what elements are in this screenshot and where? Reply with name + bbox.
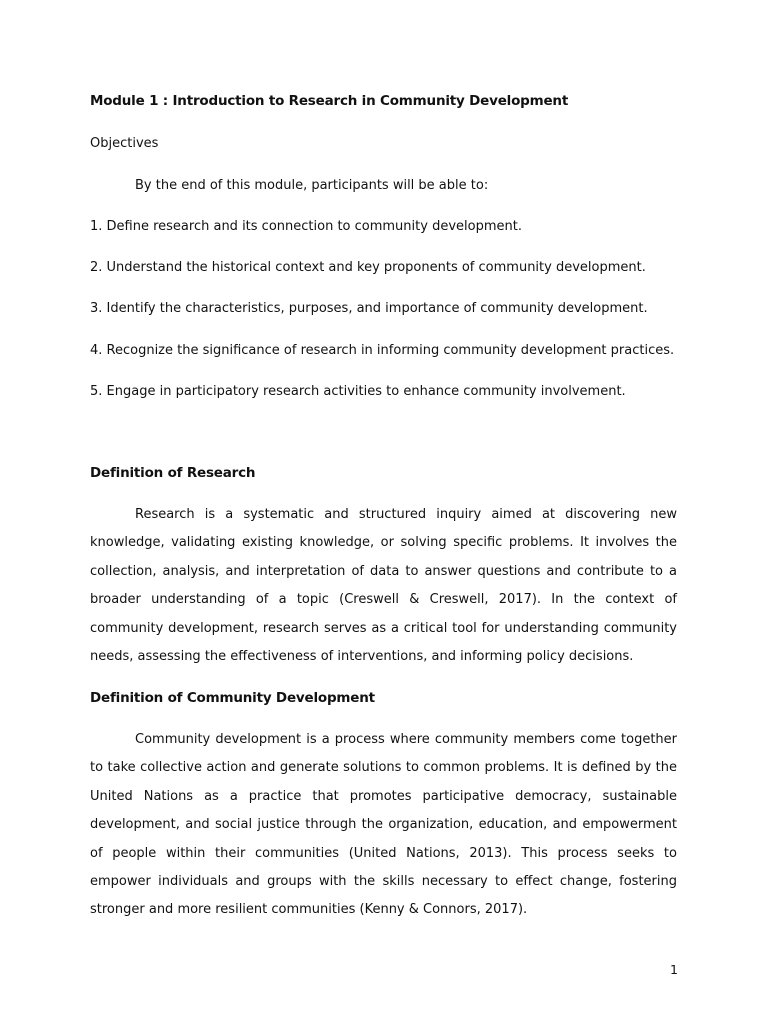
section-body-research: Research is a systematic and structured inquiry aimed at discovering new knowledge, validating existing knowledge, or solving specific problems. It involves the collection, analysis, and interpretation of data to answer questions and contribute to a broader understanding of a topic (Creswell & Creswell, 2017). In the context of community development, research serves as a critical tool for understanding community needs, assessing the effectiveness of interventions, and informing policy decisions. [90, 507, 677, 665]
objective-item: 4. Recognize the significance of research in informing community development practices. [90, 343, 675, 358]
objective-item: 1. Define research and its connection to community development. [90, 219, 522, 234]
objective-item: 3. Identify the characteristics, purposes, and importance of community development. [90, 301, 648, 316]
section-heading-research: Definition of Research [90, 465, 256, 481]
objective-item: 2. Understand the historical context and key proponents of community development. [90, 260, 646, 275]
objectives-label: Objectives [90, 136, 159, 151]
section-heading-community-development: Definition of Community Development [90, 690, 375, 706]
objectives-intro: By the end of this module, participants will be able to: [135, 178, 489, 193]
page-number: 1 [670, 962, 678, 977]
objective-item: 5. Engage in participatory research activities to enhance community involvement. [90, 384, 626, 399]
module-title: Module 1 : Introduction to Research in Community Development [90, 93, 569, 109]
section-body-community-development: Community development is a process where community members come together to take collective action and generate solutions to common problems. It is defined by the United Nations as a practice that promotes participative democracy, sustainable development, and social justice through the organization, education, and empowerment of people within their communities (United Nations, 2013). This process seeks to empower individuals and groups with the skills necessary to effect change, fostering stronger and more resilient communities (Kenny & Connors, 2017). [90, 732, 677, 918]
